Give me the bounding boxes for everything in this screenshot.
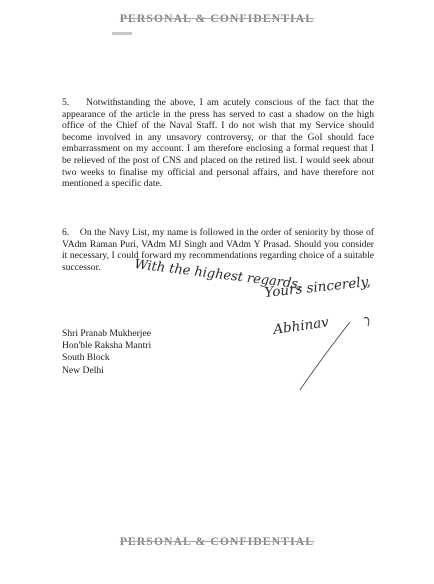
address-line-name: Shri Pranab Mukherjee	[62, 328, 151, 339]
handwritten-signature: Abhinav	[272, 314, 330, 338]
footer-confidential-stamp: PERSONAL & CONFIDENTIAL	[119, 536, 315, 548]
address-line-building: South Block	[62, 352, 110, 364]
header-confidential-stamp: PERSONAL & CONFIDENTIAL	[119, 13, 315, 25]
address-line-title: Hon'ble Raksha Mantri	[62, 340, 152, 352]
handwritten-sign-off: Yours sincerely,	[263, 273, 372, 301]
recipient-address	[62, 328, 151, 377]
paragraph-6: 6. On the Navy List, my name is followed in the order of seniority by those of VAdm Raman Puri, VAdm MJ Singh and VAdm Y Prasad. Should you consider it necessary, I could forward my recommendations regarding choice of a suitable successor.	[62, 227, 374, 273]
handwritten-closing: With the highest regards,	[133, 257, 303, 293]
paragraph-5: 5. Notwithstanding the above, I am acutely conscious of the fact that the appearance of the article in the press has served to cast a shadow on the high office of the Chief of the Naval Staff. I do not wish that my Service should become involved in any unsavory controversy, or that the GoI should face embarrassment on my account. I am therefore enclosing a formal request that I be relieved of the post of CNS and placed on the retired list. I would seek about two weeks to finalise my official and personal affairs, and have therefore not mentioned a specific date.	[62, 97, 374, 190]
signature-flourish	[364, 317, 369, 326]
address-line-city: New Delhi	[62, 364, 104, 376]
